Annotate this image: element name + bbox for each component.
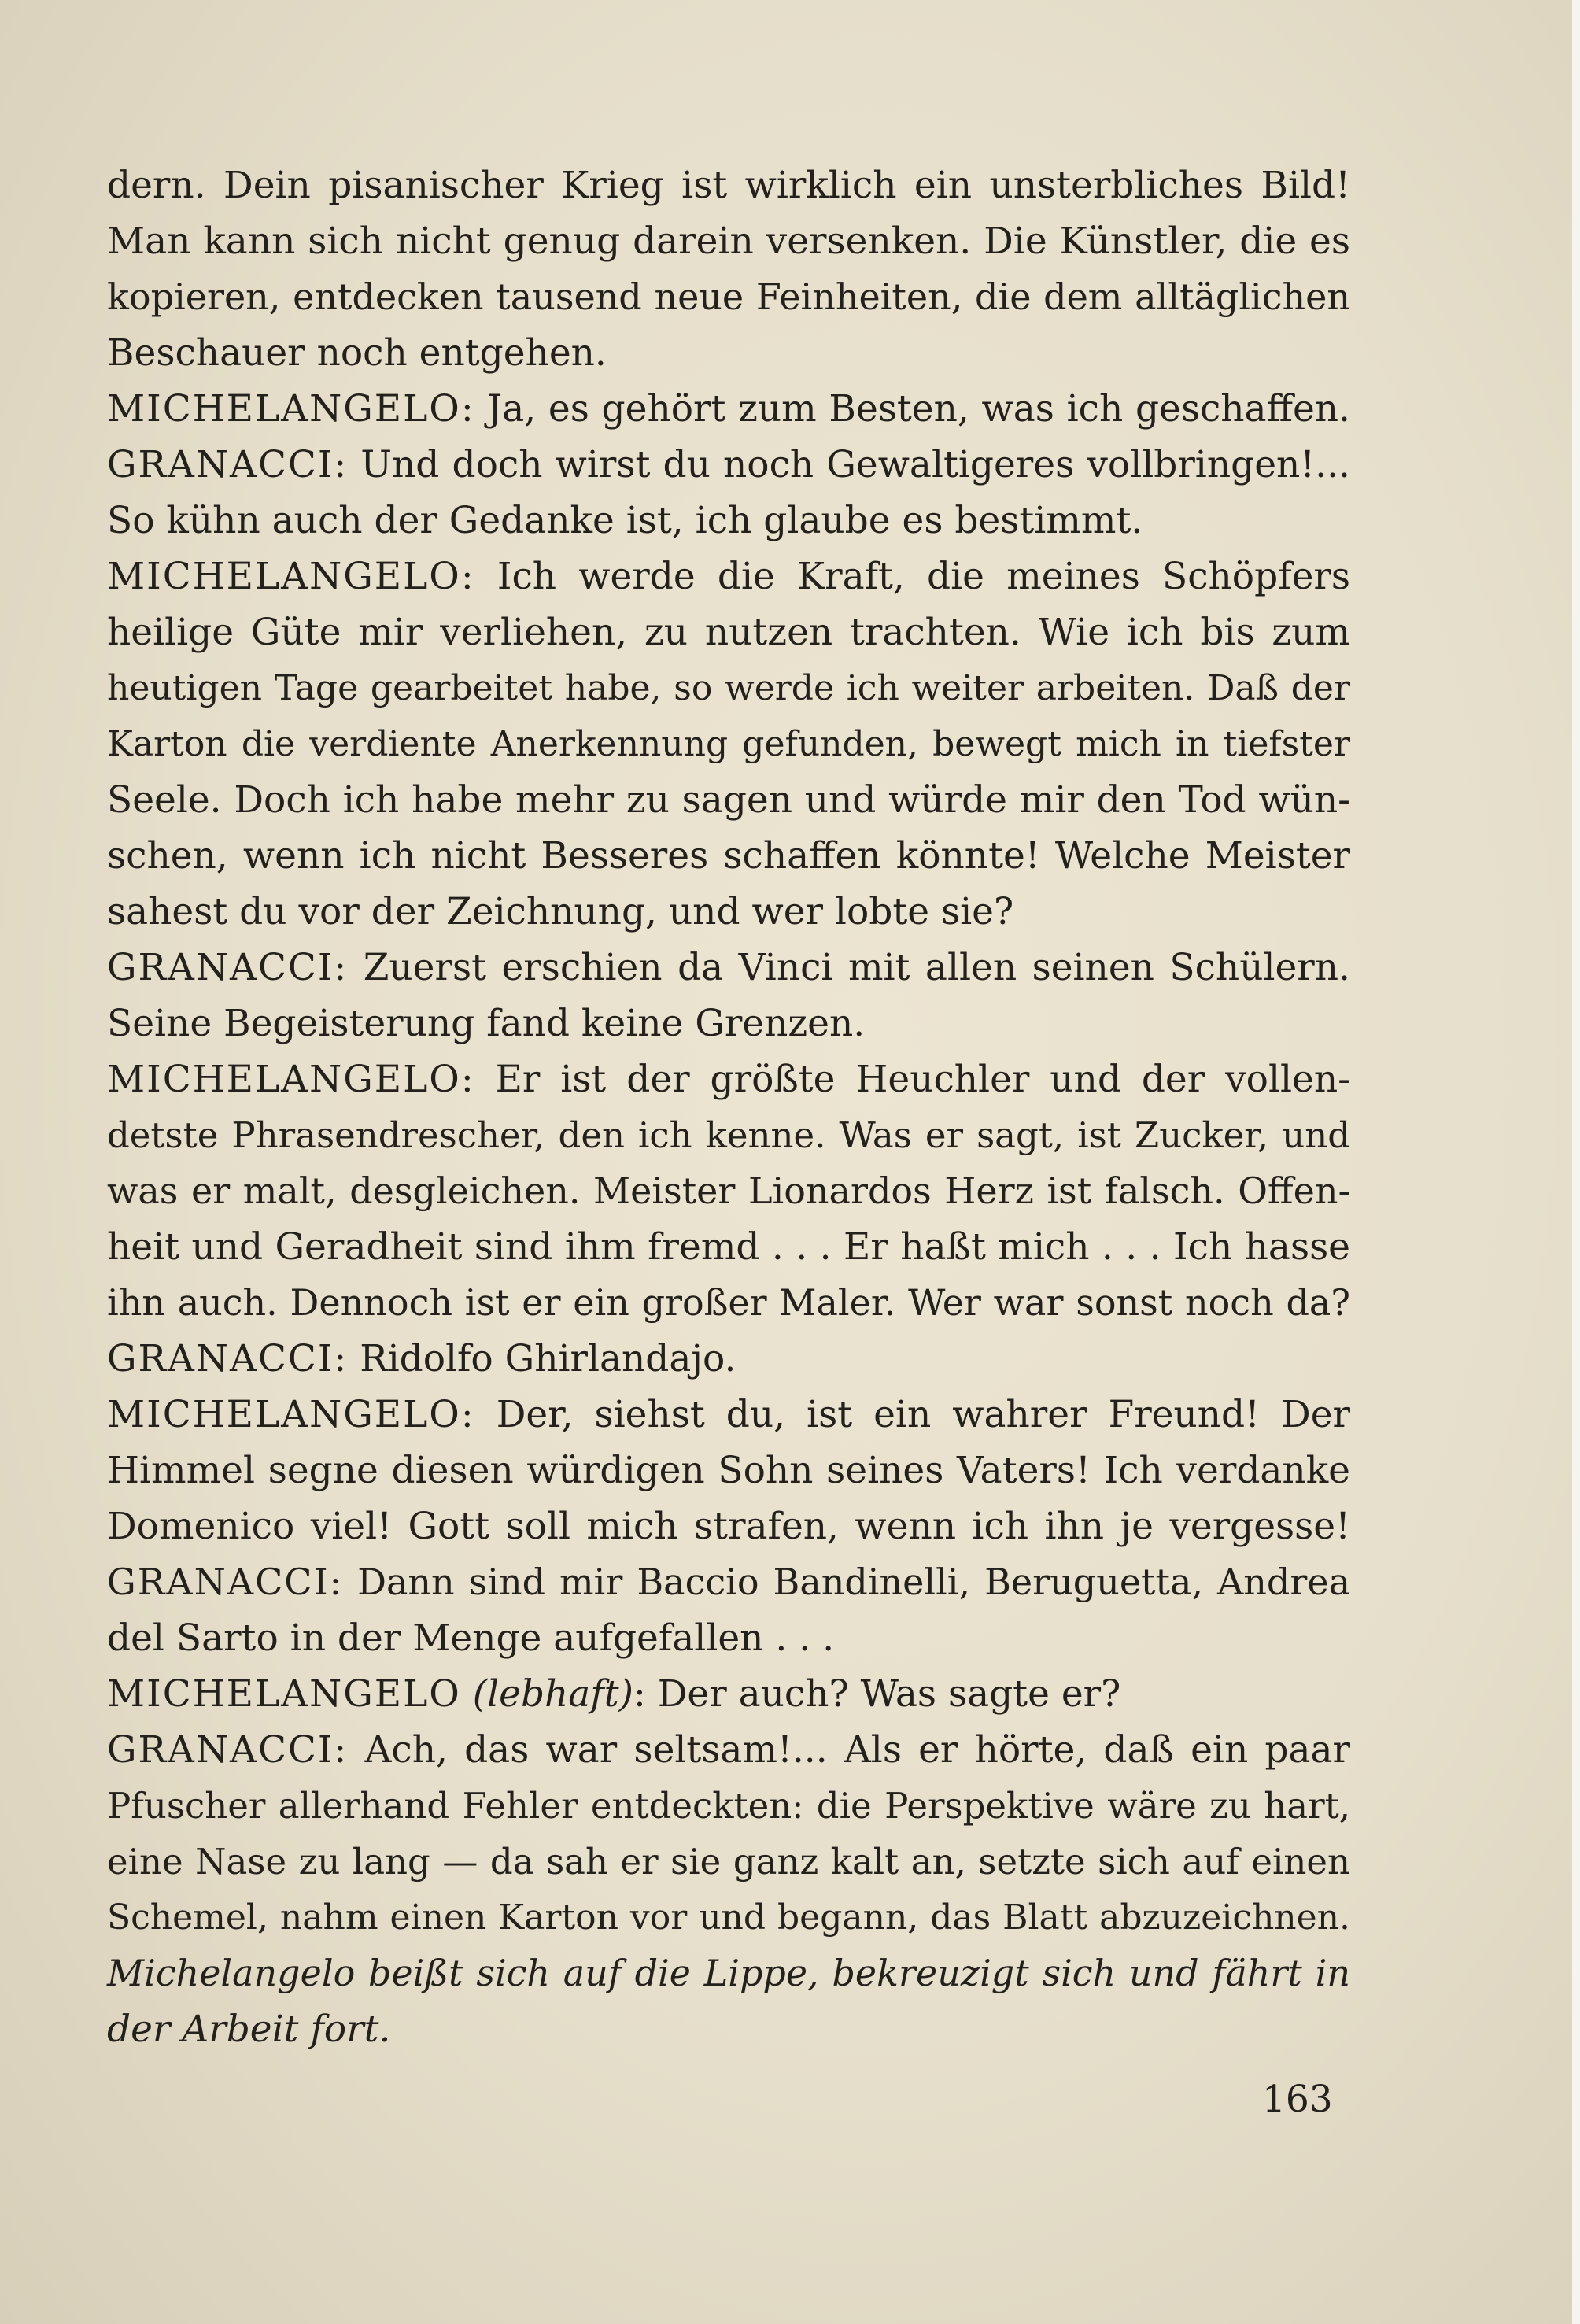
line-text: Seine Begeisterung fand keine Grenzen. xyxy=(107,1002,866,1045)
speaker-name: GRANACCI: xyxy=(107,1728,349,1772)
page-edge xyxy=(1572,0,1580,2324)
speaker-name: GRANACCI: xyxy=(107,1561,344,1603)
line-text: heutigen Tage gearbeitet habe, so werde ich weiter arbeiten. Daß der xyxy=(107,668,1350,708)
line-text: ihn auch. Dennoch ist er ein großer Maler. Wer war sonst noch da? xyxy=(107,1281,1350,1324)
text-line xyxy=(107,1387,1350,1443)
speaker-name: MICHELANGELO: xyxy=(107,1393,475,1436)
text-line xyxy=(107,1331,1350,1387)
line-text: schen, wenn ich nicht Besseres schaffen könnte! Welche Meister xyxy=(107,834,1350,878)
line-text: Beschauer noch entgehen. xyxy=(107,331,607,375)
stage-direction-line xyxy=(107,1945,1350,2001)
line-text: Der, siehst du, ist ein wahrer Freund! Der xyxy=(474,1393,1350,1436)
text-line xyxy=(107,772,1350,828)
line-text: eine Nase zu lang — da sah er sie ganz kalt an, setzte sich auf einen xyxy=(107,1841,1350,1882)
text-line xyxy=(107,381,1350,437)
text-line xyxy=(107,1834,1350,1890)
line-text: Er ist der größte Heuchler und der vollen- xyxy=(474,1058,1350,1101)
text-line xyxy=(107,1443,1350,1498)
line-text: Ridolfo Ghirlandajo. xyxy=(348,1337,736,1380)
speaker-name: GRANACCI: xyxy=(107,443,349,486)
speaker-name: GRANACCI: xyxy=(107,1337,349,1380)
text-line xyxy=(107,213,1350,269)
page-body-text xyxy=(107,157,1350,2057)
line-text: Ja, es gehört zum Besten, was ich geschaffen. xyxy=(474,387,1350,430)
text-line xyxy=(107,549,1350,604)
text-line xyxy=(107,1163,1350,1219)
line-text: dern. Dein pisanischer Krieg ist wirklich ein unsterbliches Bild! xyxy=(107,164,1350,207)
text-line xyxy=(107,1275,1350,1331)
line-text: So kühn auch der Gedanke ist, ich glaube es bestimmt. xyxy=(107,499,1143,542)
line-text: Ach, das war seltsam!... Als er hörte, daß ein paar xyxy=(348,1728,1350,1772)
text-line xyxy=(107,1778,1350,1834)
text-line xyxy=(107,1610,1350,1666)
stage-direction-line xyxy=(107,2001,1350,2057)
text-line xyxy=(107,716,1350,772)
speaker-name: MICHELANGELO: xyxy=(107,387,475,430)
text-line xyxy=(107,1107,1350,1163)
page-number: 163 xyxy=(1262,2078,1333,2121)
speaker-name: MICHELANGELO: xyxy=(107,555,475,598)
text-line xyxy=(107,940,1350,996)
text-line xyxy=(107,1554,1350,1610)
text-line xyxy=(107,1666,1350,1722)
line-text: der Arbeit fort. xyxy=(107,2008,391,2051)
text-line xyxy=(107,1219,1350,1275)
text-line xyxy=(107,437,1350,493)
line-text: Zuerst erschien da Vinci mit allen seinen Schülern. xyxy=(348,946,1350,989)
text-line xyxy=(107,493,1350,549)
line-text: sahest du vor der Zeichnung, und wer lobte sie? xyxy=(107,890,1014,933)
text-line xyxy=(107,1498,1350,1554)
text-line xyxy=(107,660,1350,716)
inline-stage-direction: (lebhaft) xyxy=(460,1672,633,1716)
text-line xyxy=(107,604,1350,660)
text-line xyxy=(107,1722,1350,1778)
line-text: : Der auch? Was sagte er? xyxy=(633,1672,1121,1716)
line-text: Dann sind mir Baccio Bandinelli, Beruguetta, Andrea xyxy=(343,1561,1350,1603)
line-text: Domenico viel! Gott soll mich strafen, wenn ich ihn je vergesse! xyxy=(107,1505,1350,1548)
text-line xyxy=(107,269,1350,325)
speaker-name: MICHELANGELO xyxy=(107,1672,461,1716)
line-text: was er malt, desgleichen. Meister Lionardos Herz ist falsch. Offen- xyxy=(107,1169,1350,1212)
line-text: Karton die verdiente Anerkennung gefunden, bewegt mich in tiefster xyxy=(107,724,1350,764)
text-line xyxy=(107,1051,1350,1107)
text-line xyxy=(107,828,1350,884)
text-line xyxy=(107,996,1350,1051)
line-text: Seele. Doch ich habe mehr zu sagen und würde mir den Tod wün- xyxy=(107,778,1350,822)
line-text: kopieren, entdecken tausend neue Feinheiten, die dem alltäglichen xyxy=(107,275,1350,318)
line-text: detste Phrasendrescher, den ich kenne. Was er sagt, ist Zucker, und xyxy=(107,1114,1350,1156)
line-text: heilige Güte mir verliehen, zu nutzen trachten. Wie ich bis zum xyxy=(107,611,1350,654)
line-text: Schemel, nahm einen Karton vor und begann, das Blatt abzuzeichnen. xyxy=(107,1897,1350,1938)
line-text: Man kann sich nicht genug darein versenken. Die Künstler, die es xyxy=(107,220,1350,263)
line-text: Michelangelo beißt sich auf die Lippe, bekreuzigt sich und fährt in xyxy=(107,1952,1350,1994)
text-line xyxy=(107,884,1350,940)
text-line xyxy=(107,1890,1350,1945)
text-line xyxy=(107,157,1350,213)
line-text: del Sarto in der Menge aufgefallen . . . xyxy=(107,1616,835,1660)
line-text: Pfuscher allerhand Fehler entdeckten: die Perspektive wäre zu hart, xyxy=(107,1785,1350,1827)
speaker-name: GRANACCI: xyxy=(107,946,349,989)
line-text: heit und Geradheit sind ihm fremd . . . Er haßt mich . . . Ich hasse xyxy=(107,1225,1350,1269)
line-text: Ich werde die Kraft, die meines Schöpfers xyxy=(474,555,1350,598)
speaker-name: MICHELANGELO: xyxy=(107,1058,475,1101)
text-line xyxy=(107,325,1350,381)
line-text: Und doch wirst du noch Gewaltigeres vollbringen!... xyxy=(348,443,1350,486)
line-text: Himmel segne diesen würdigen Sohn seines Vaters! Ich verdanke xyxy=(107,1449,1350,1492)
